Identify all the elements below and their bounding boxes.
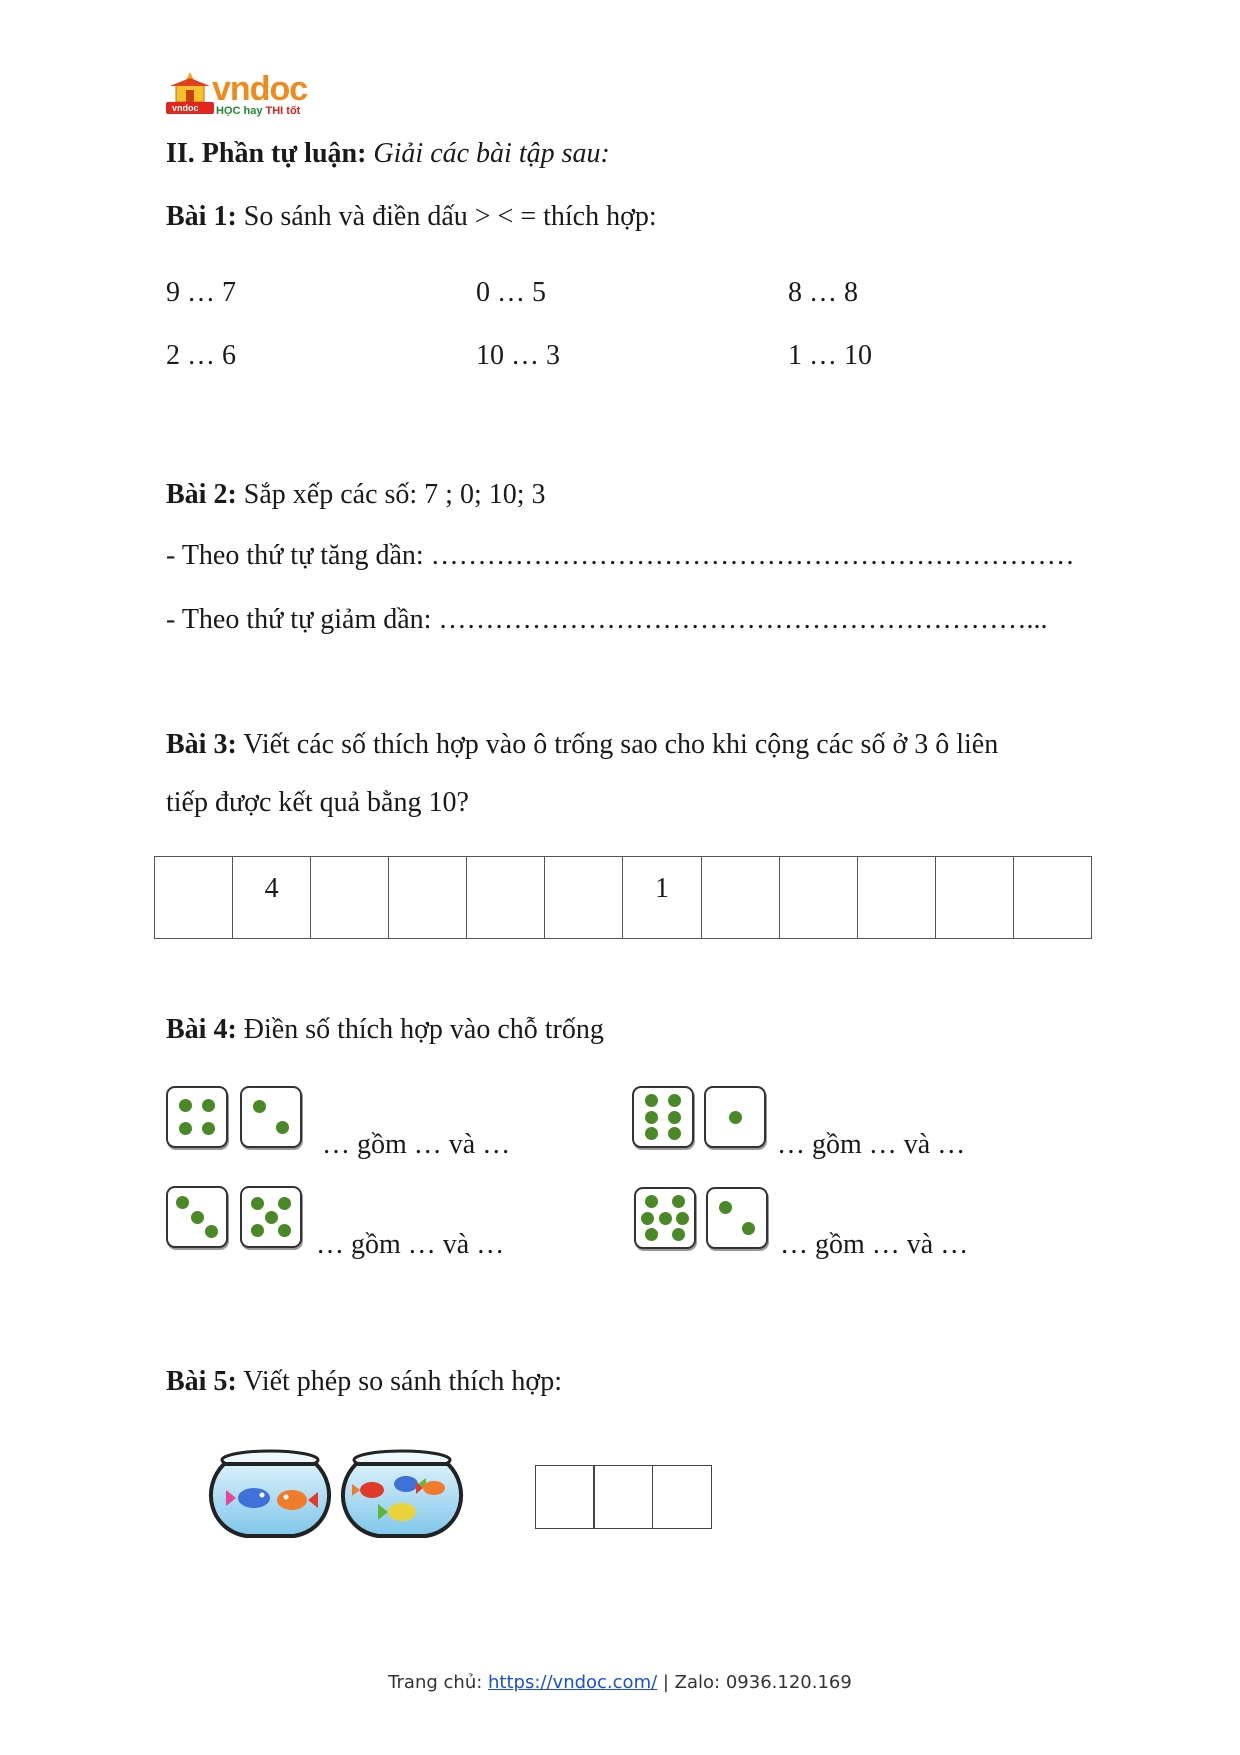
die-pip <box>265 1211 278 1224</box>
logo-badge: vndoc <box>172 103 199 113</box>
bai2-ascending-line: - Theo thứ tự tăng dần: …………………………………………………………… <box>166 540 1075 571</box>
bai1-item: 2 … 6 <box>166 340 236 371</box>
grid-cell[interactable]: 1 <box>622 857 700 938</box>
bai1-item: 8 … 8 <box>788 277 858 308</box>
grid-cell[interactable] <box>466 857 544 938</box>
die-pip <box>253 1100 266 1113</box>
die-pip <box>202 1099 215 1112</box>
section-title: II. Phần tự luận: Giải các bài tập sau: <box>166 138 610 169</box>
die-pip <box>668 1094 681 1107</box>
bai4-heading: Bài 4: Điền số thích hợp vào chỗ trống <box>166 1014 604 1045</box>
footer-link[interactable]: https://vndoc.com/ <box>488 1672 658 1693</box>
answer-box[interactable] <box>593 1465 653 1529</box>
die-face-5 <box>240 1186 302 1248</box>
grid-cell[interactable] <box>935 857 1013 938</box>
grid-cell[interactable] <box>544 857 622 938</box>
die-face-4 <box>166 1086 228 1148</box>
die-face-2 <box>706 1187 768 1249</box>
bai3-heading: Bài 3: Viết các số thích hợp vào ô trống sao cho khi cộng các số ở 3 ô liên <box>166 729 999 760</box>
bai2-descending-line: - Theo thứ tự giảm dần: ………………………………………………………... <box>166 604 1048 635</box>
fishbowl-right <box>343 1451 461 1536</box>
die-pip <box>659 1212 672 1225</box>
die-pip <box>202 1122 215 1135</box>
dice-caption: … gồm … và … <box>322 1129 511 1160</box>
number-grid <box>154 856 1092 939</box>
die-pip <box>729 1111 742 1124</box>
die-pip <box>645 1195 658 1208</box>
die-face-1 <box>704 1086 766 1148</box>
grid-cell[interactable] <box>857 857 935 938</box>
grid-cell[interactable] <box>155 857 232 938</box>
die-pip <box>205 1225 218 1238</box>
vndoc-logo <box>166 70 326 122</box>
bai1-item: 0 … 5 <box>476 277 546 308</box>
die-pip <box>278 1224 291 1237</box>
die-pip <box>278 1197 291 1210</box>
logo-tagline: HỌC hay THI tốt <box>216 105 301 117</box>
die-pip <box>645 1127 658 1140</box>
die-face-6 <box>632 1086 694 1148</box>
die-pip <box>645 1228 658 1241</box>
dice-caption: … gồm … và … <box>316 1229 505 1260</box>
grid-cell[interactable]: 4 <box>232 857 310 938</box>
die-pip <box>676 1212 689 1225</box>
logo-wordmark: vndoc <box>212 70 308 108</box>
answer-box[interactable] <box>535 1465 595 1529</box>
bai1-item: 1 … 10 <box>788 340 872 371</box>
die-pip <box>668 1127 681 1140</box>
die-pip <box>672 1228 685 1241</box>
die-pip <box>179 1099 192 1112</box>
bai1-heading: Bài 1: So sánh và điền dấu > < = thích hợp: <box>166 201 657 232</box>
die-face-3 <box>166 1186 228 1248</box>
grid-cell[interactable] <box>779 857 857 938</box>
bai5-heading: Bài 5: Viết phép so sánh thích hợp: <box>166 1366 563 1397</box>
die-pip <box>719 1201 732 1214</box>
die-pip <box>191 1211 204 1224</box>
footer-contact: | Zalo: 0936.120.169 <box>657 1672 852 1693</box>
grid-cell[interactable] <box>388 857 466 938</box>
dice-caption: … gồm … và … <box>780 1229 969 1260</box>
grid-cell[interactable] <box>1013 857 1091 938</box>
bai2-heading: Bài 2: Sắp xếp các số: 7 ; 0; 10; 3 <box>166 479 546 510</box>
die-pip <box>251 1224 264 1237</box>
die-pip <box>742 1222 755 1235</box>
grid-cell[interactable] <box>310 857 388 938</box>
die-pip <box>176 1196 189 1209</box>
bai1-item: 9 … 7 <box>166 277 236 308</box>
die-face-2 <box>240 1086 302 1148</box>
die-pip <box>645 1094 658 1107</box>
bai3-heading-cont: tiếp được kết quả bằng 10? <box>166 787 469 818</box>
bai1-item: 10 … 3 <box>476 340 560 371</box>
die-pip <box>641 1212 654 1225</box>
fishbowls-image <box>206 1440 468 1540</box>
footer-label: Trang chủ: <box>388 1672 489 1693</box>
die-pip <box>645 1111 658 1124</box>
die-pip <box>672 1195 685 1208</box>
dice-caption: … gồm … và … <box>777 1129 966 1160</box>
fishbowl-left <box>211 1451 329 1536</box>
grid-cell[interactable] <box>701 857 779 938</box>
die-pip <box>179 1122 192 1135</box>
die-pip <box>251 1197 264 1210</box>
die-face-7 <box>634 1187 696 1249</box>
answer-boxes <box>536 1465 712 1529</box>
footer <box>0 1672 1240 1693</box>
answer-box[interactable] <box>652 1465 712 1529</box>
die-pip <box>668 1111 681 1124</box>
die-pip <box>276 1121 289 1134</box>
